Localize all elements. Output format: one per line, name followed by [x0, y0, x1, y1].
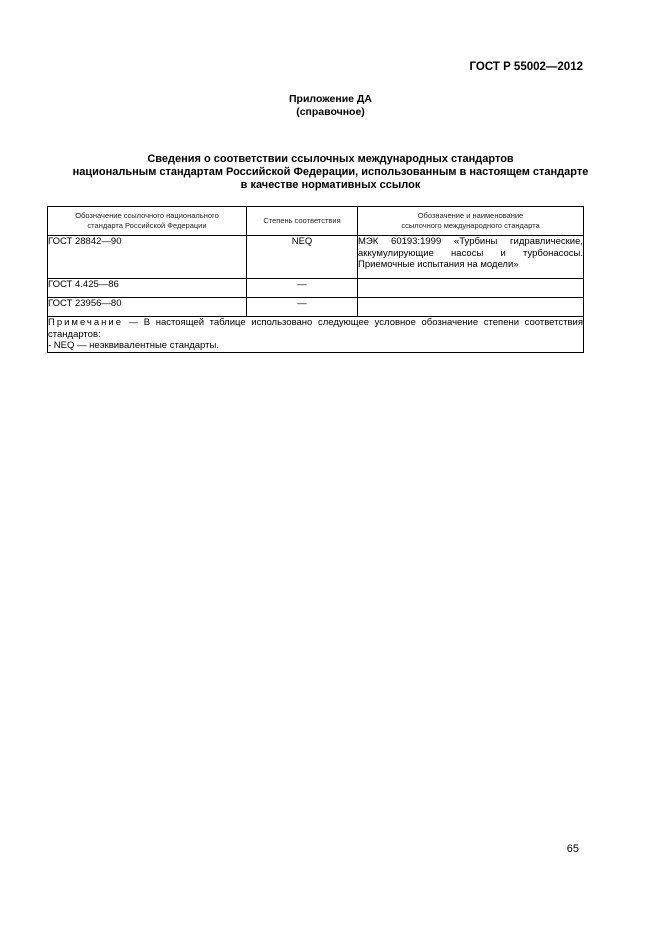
- table-note: [48, 317, 584, 353]
- annex-title: Приложение ДА: [289, 93, 372, 105]
- table-note-row: [48, 317, 584, 353]
- cell-international-standard: МЭК 60193:1999 «Турбины гидравлические, аккумулирующие насосы и турбонасосы. Приемочные испытания на модели»: [358, 236, 584, 279]
- cell-degree: —: [247, 298, 358, 317]
- cell-national-standard: ГОСТ 28842—90: [48, 236, 247, 279]
- table-row: [48, 279, 584, 298]
- section-title-line-3: в качестве нормативных ссылок: [240, 179, 421, 191]
- cell-international-standard: [358, 279, 584, 298]
- table-header-row: [48, 207, 584, 236]
- section-title: [40, 153, 621, 192]
- correspondence-table: [47, 206, 584, 353]
- section-title-line-1: Сведения о соответствии ссылочных международных стандартов: [147, 153, 514, 165]
- cell-national-standard: ГОСТ 4.425—86: [48, 279, 247, 298]
- table-row: [48, 298, 584, 317]
- note-item: - NEQ — неэквивалентные стандарты.: [48, 340, 219, 351]
- table-row: [48, 236, 584, 279]
- annex-heading: [0, 93, 661, 119]
- cell-national-standard: ГОСТ 23956—80: [48, 298, 247, 317]
- header-degree: Степень соответствия: [247, 207, 358, 236]
- cell-degree: —: [247, 279, 358, 298]
- page-number: 65: [566, 843, 579, 855]
- note-label: Примечание: [48, 317, 123, 328]
- note-text: Примечание — В настоящей таблице использовано следующее условное обозначение степени соответствия стандартов:: [48, 317, 583, 340]
- document-number: ГОСТ Р 55002—2012: [469, 61, 583, 73]
- cell-degree: NEQ: [247, 236, 358, 279]
- section-title-line-2: национальным стандартам Российской Федерации, использованным в настоящем стандарте: [72, 166, 589, 178]
- header-international-standard: Обозначение и наименование ссылочного международного стандарта: [358, 207, 584, 236]
- annex-subtitle: (справочное): [296, 106, 365, 118]
- cell-international-standard: [358, 298, 584, 317]
- header-national-standard: Обозначение ссылочного национального стандарта Российской Федерации: [48, 207, 247, 236]
